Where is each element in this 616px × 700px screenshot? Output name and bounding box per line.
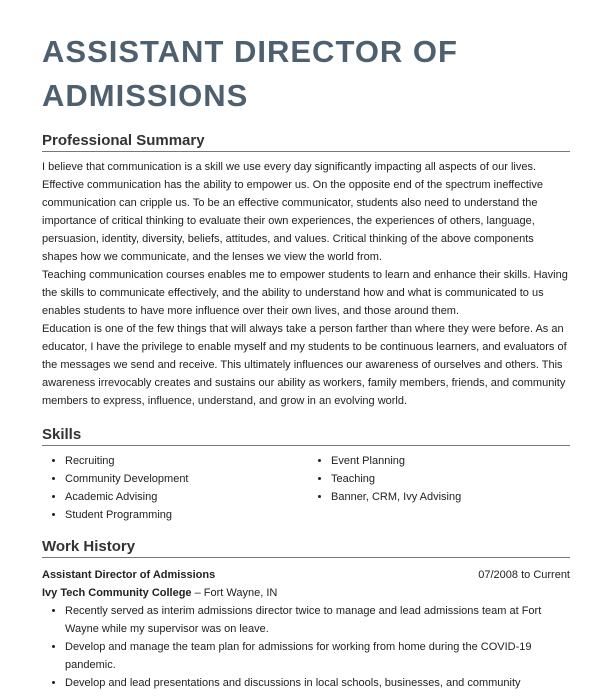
summary-paragraph: I believe that communication is a skill we use every day significantly impacting all aspects of our lives. Effective communication has the ability to empower us. On the opposite end of the spectrum ineffective communication can cripple us. To be an effective communicator, students also need to understand the importance of critical thinking to evaluate their own experiences, the experiences of others, language, persuasion, identity, diversity, beliefs, attitudes, and values. Critical thinking of the above components shapes how we communicate, and the lenses we view the world from. (42, 161, 543, 263)
section-heading: Work History (42, 538, 570, 558)
skill-item: • Community Development (65, 470, 308, 488)
skill-item: • Student Programming (65, 506, 308, 524)
job-location: – Fort Wayne, IN (191, 587, 278, 599)
summary-paragraph: Teaching communication courses enables me to empower students to learn and enhance their skills. Having the skills to communicate effectively, and the ability to understand how and what is communicated to us enables students to have more influence over their own lives, and those around them. (42, 269, 568, 317)
skill-item: • Recruiting (65, 452, 308, 470)
job-bullets (42, 602, 570, 692)
job-bullet: • Develop and manage the team plan for admissions for working from home during the COVID-19 pandemic. (65, 638, 570, 674)
skill-item: • Event Planning (331, 452, 570, 470)
skill-item: • Banner, CRM, Ivy Advising (331, 488, 570, 506)
skill-item: • Teaching (331, 470, 570, 488)
resume-title: ASSISTANT DIRECTOR OF ADMISSIONS (42, 34, 458, 113)
summary-paragraph: Education is one of the few things that will always take a person farther than where they were before. As an educator, I have the privilege to enable myself and my students to be continuous learners, and evaluators of the messages we send and receive. This ultimately influences our awareness of ourselves and others. This awareness irrevocably creates and sustains our ability as workers, family members, friends, and community members to express, influence, understand, and grow in an evolving world. (42, 323, 567, 407)
resume (42, 30, 570, 692)
job-title: Assistant Director of Admissions (42, 569, 216, 581)
job-entry (42, 566, 570, 692)
job-bullet: • Develop and lead presentations and discussions in local schools, businesses, and community (65, 674, 570, 692)
section-heading: Skills (42, 426, 570, 446)
section-heading: Professional Summary (42, 132, 570, 152)
skill-item: • Academic Advising (65, 488, 308, 506)
skills-list-right (308, 452, 570, 524)
company-name: Ivy Tech Community College (42, 587, 192, 599)
work-history-section (42, 538, 570, 692)
job-bullet: • Recently served as interim admissions director twice to manage and lead admissions team at Fort Wayne while my supervisor was on leave. (65, 602, 570, 638)
skills-list-left (42, 452, 308, 524)
skills-section (42, 426, 570, 524)
job-dates: 07/2008 to Current (478, 569, 570, 581)
professional-summary-section (42, 132, 570, 410)
